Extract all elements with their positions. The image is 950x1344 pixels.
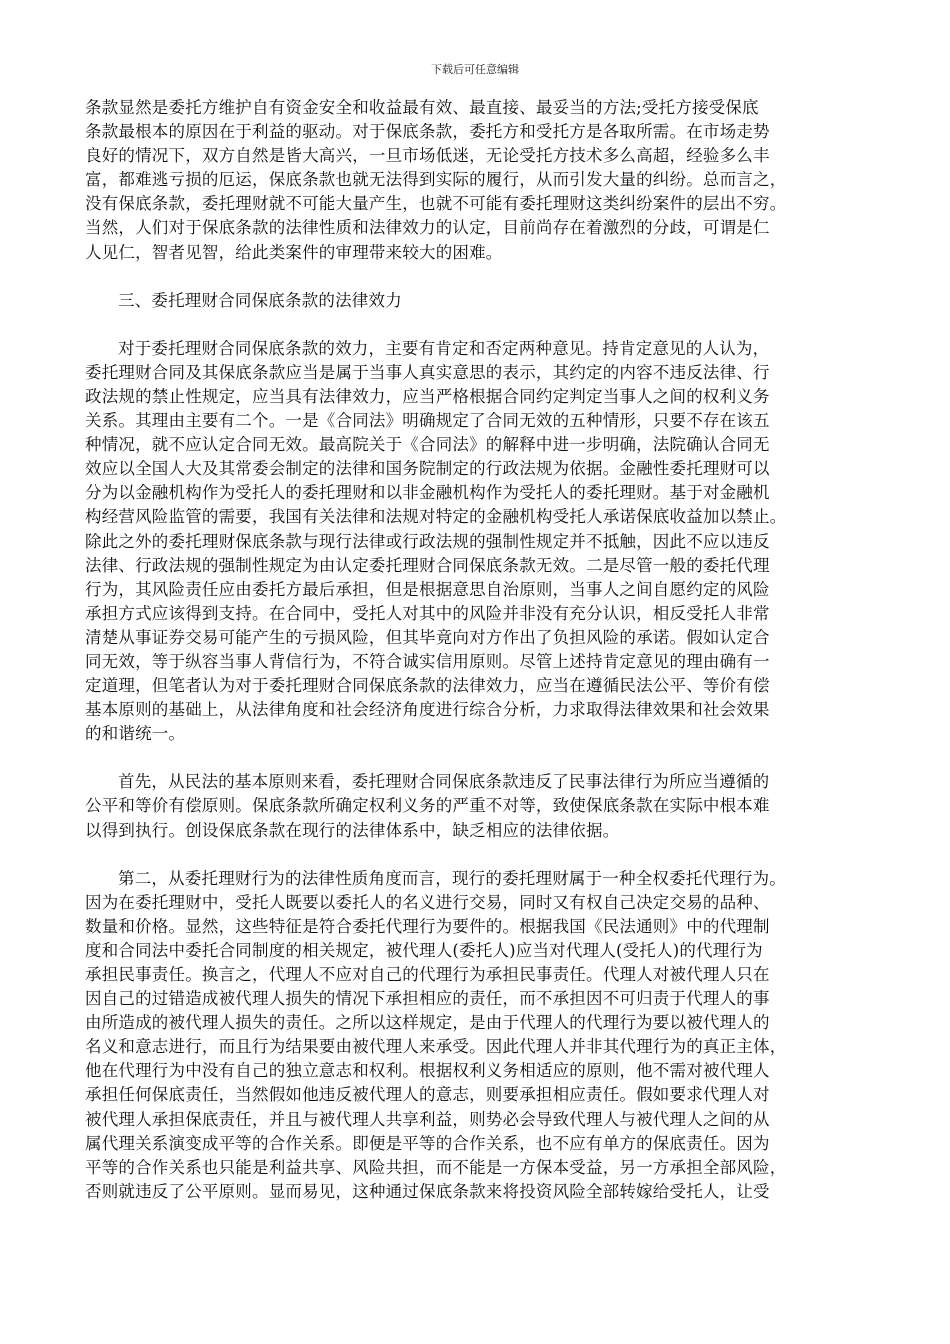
text-line: 公平和等价有偿原则。保底条款所确定权利义务的严重不对等，致使保底条款在实际中根本难 bbox=[85, 796, 770, 816]
text-line: 承担方式应该得到支持。在合同中，受托人对其中的风险并非没有充分认识，相反受托人非常 bbox=[85, 603, 770, 623]
text-line: 度和合同法中委托合同制度的相关规定，被代理人(委托人)应当对代理人(受托人)的代理行为 bbox=[85, 940, 763, 960]
paragraph-2 bbox=[85, 337, 880, 747]
text-line: 名义和意志进行，而且行为结果要由被代理人来承受。因此代理人并非其代理行为的真正主体， bbox=[85, 1037, 787, 1057]
text-line: 定道理，但笔者认为对于委托理财合同保底条款的法律效力，应当在遵循民法公平、等价有偿 bbox=[85, 676, 770, 696]
text-line: 承担民事责任。换言之，代理人不应对自己的代理行为承担民事责任。代理人对被代理人只在 bbox=[85, 965, 770, 984]
document-body bbox=[85, 96, 880, 1204]
text-line: 效应以全国人大及其常委会制定的法律和国务院制定的行政法规为依据。金融性委托理财可以 bbox=[85, 459, 770, 479]
paragraph-1 bbox=[85, 96, 880, 265]
text-line: 委托理财合同及其保底条款应当是属于当事人真实意思的表示，其约定的内容不违反法律、行 bbox=[85, 362, 770, 382]
text-line: 因为在委托理财中，受托人既要以委托人的名义进行交易，同时又有权自己决定交易的品种、 bbox=[85, 892, 770, 912]
text-line: 分为以金融机构作为受托人的委托理财和以非金融机构作为受托人的委托理财。基于对金融机 bbox=[85, 483, 770, 503]
page-header: 下载后可任意编辑 bbox=[431, 63, 519, 76]
text-line: 平等的合作关系也只能是利益共享、风险共担，而不能是一方保本受益，另一方承担全部风险， bbox=[85, 1157, 787, 1177]
text-line: 富，都难逃亏损的厄运，保底条款也就无法得到实际的履行，从而引发大量的纠纷。总而言之， bbox=[85, 170, 787, 190]
text-line: 条款最根本的原因在于利益的驱动。对于保底条款，委托方和受托方是各取所需。在市场走势 bbox=[85, 122, 770, 142]
text-line: 关系。其理由主要有二个。一是《合同法》明确规定了合同无效的五种情形，只要不存在该五 bbox=[85, 411, 770, 431]
text-line: 法律、行政法规的强制性规定为由认定委托理财合同保底条款无效。二是尽管一般的委托代理 bbox=[85, 555, 770, 575]
text-line: 良好的情况下，双方自然是皆大高兴，一旦市场低迷，无论受托方技术多么高超，经验多么丰 bbox=[85, 146, 770, 166]
text-line: 基本原则的基础上，从法律角度和社会经济角度进行综合分析，力求取得法律效果和社会效果 bbox=[85, 700, 770, 720]
text-line: 构经营风险监管的需要，我国有关法律和法规对特定的金融机构受托人承诺保底收益加以禁止。 bbox=[85, 507, 787, 527]
text-line: 行为，其风险责任应由委托方最后承担，但是根据意思自治原则，当事人之间自愿约定的风险 bbox=[85, 579, 770, 599]
text-line: 由所造成的被代理人损失的责任。之所以这样规定，是由于代理人的代理行为要以被代理人的 bbox=[85, 1013, 770, 1033]
text-line: 没有保底条款，委托理财就不可能大量产生，也就不可能有委托理财这类纠纷案件的层出不穷。 bbox=[85, 194, 787, 214]
text-line: 属代理关系演变成平等的合作关系。即便是平等的合作关系，也不应有单方的保底责任。因为 bbox=[85, 1133, 770, 1153]
text-line: 条款显然是委托方维护自有资金安全和收益最有效、最直接、最妥当的方法;受托方接受保底 bbox=[85, 98, 759, 117]
text-line: 人见仁，智者见智，给此类案件的审理带来较大的困难。 bbox=[85, 242, 503, 262]
text-line: 当然，人们对于保底条款的法律性质和法律效力的认定，目前尚存在着激烈的分歧，可谓是仁 bbox=[85, 218, 770, 238]
text-line: 的和谐统一。 bbox=[85, 724, 186, 744]
text-line: 被代理人承担保底责任，并且与被代理人共享利益，则势必会导致代理人与被代理人之间的从 bbox=[85, 1109, 770, 1129]
paragraph-4 bbox=[85, 867, 880, 1204]
text-line: 政法规的禁止性规定，应当具有法律效力，应当严格根据合同约定判定当事人之间的权利义务 bbox=[85, 386, 770, 406]
text-line: 以得到执行。创设保底条款在现行的法律体系中，缺乏相应的法律依据。 bbox=[85, 820, 620, 840]
text-line: 首先，从民法的基本原则来看，委托理财合同保底条款违反了民事法律行为所应当遵循的 bbox=[118, 772, 770, 792]
text-line: 否则就违反了公平原则。显而易见，这种通过保底条款来将投资风险全部转嫁给受托人，让受 bbox=[85, 1181, 770, 1201]
text-line: 数量和价格。显然，这些特征是符合委托代理行为要件的。根据我国《民法通则》中的代理制 bbox=[85, 916, 770, 936]
text-line: 清楚从事证券交易可能产生的亏损风险，但其毕竟向对方作出了负担风险的承诺。假如认定合 bbox=[85, 627, 770, 647]
text-line: 种情况，就不应认定合同无效。最高院关于《合同法》的解释中进一步明确，法院确认合同无 bbox=[85, 435, 770, 455]
text-line: 除此之外的委托理财保底条款与现行法律或行政法规的强制性规定并不抵触，因此不应以违反 bbox=[85, 531, 770, 551]
text-line: 第二，从委托理财行为的法律性质角度而言，现行的委托理财属于一种全权委托代理行为。 bbox=[118, 868, 786, 888]
text-line: 同无效，等于纵容当事人背信行为，不符合诚实信用原则。尽管上述持肯定意见的理由确有一 bbox=[85, 651, 770, 671]
text-line: 对于委托理财合同保底条款的效力，主要有肯定和否定两种意见。持肯定意见的人认为， bbox=[118, 338, 770, 358]
text-line: 因自己的过错造成被代理人损失的情况下承担相应的责任，而不承担因不可归责于代理人的事 bbox=[85, 989, 770, 1009]
paragraph-3 bbox=[85, 770, 880, 842]
text-line: 承担任何保底责任，当然假如他违反被代理人的意志，则要承担相应责任。假如要求代理人对 bbox=[85, 1085, 770, 1105]
text-line: 他在代理行为中没有自己的独立意志和权利。根据权利义务相适应的原则，他不需对被代理人 bbox=[85, 1061, 770, 1081]
section-heading: 三、委托理财合同保底条款的法律效力 bbox=[118, 290, 402, 310]
